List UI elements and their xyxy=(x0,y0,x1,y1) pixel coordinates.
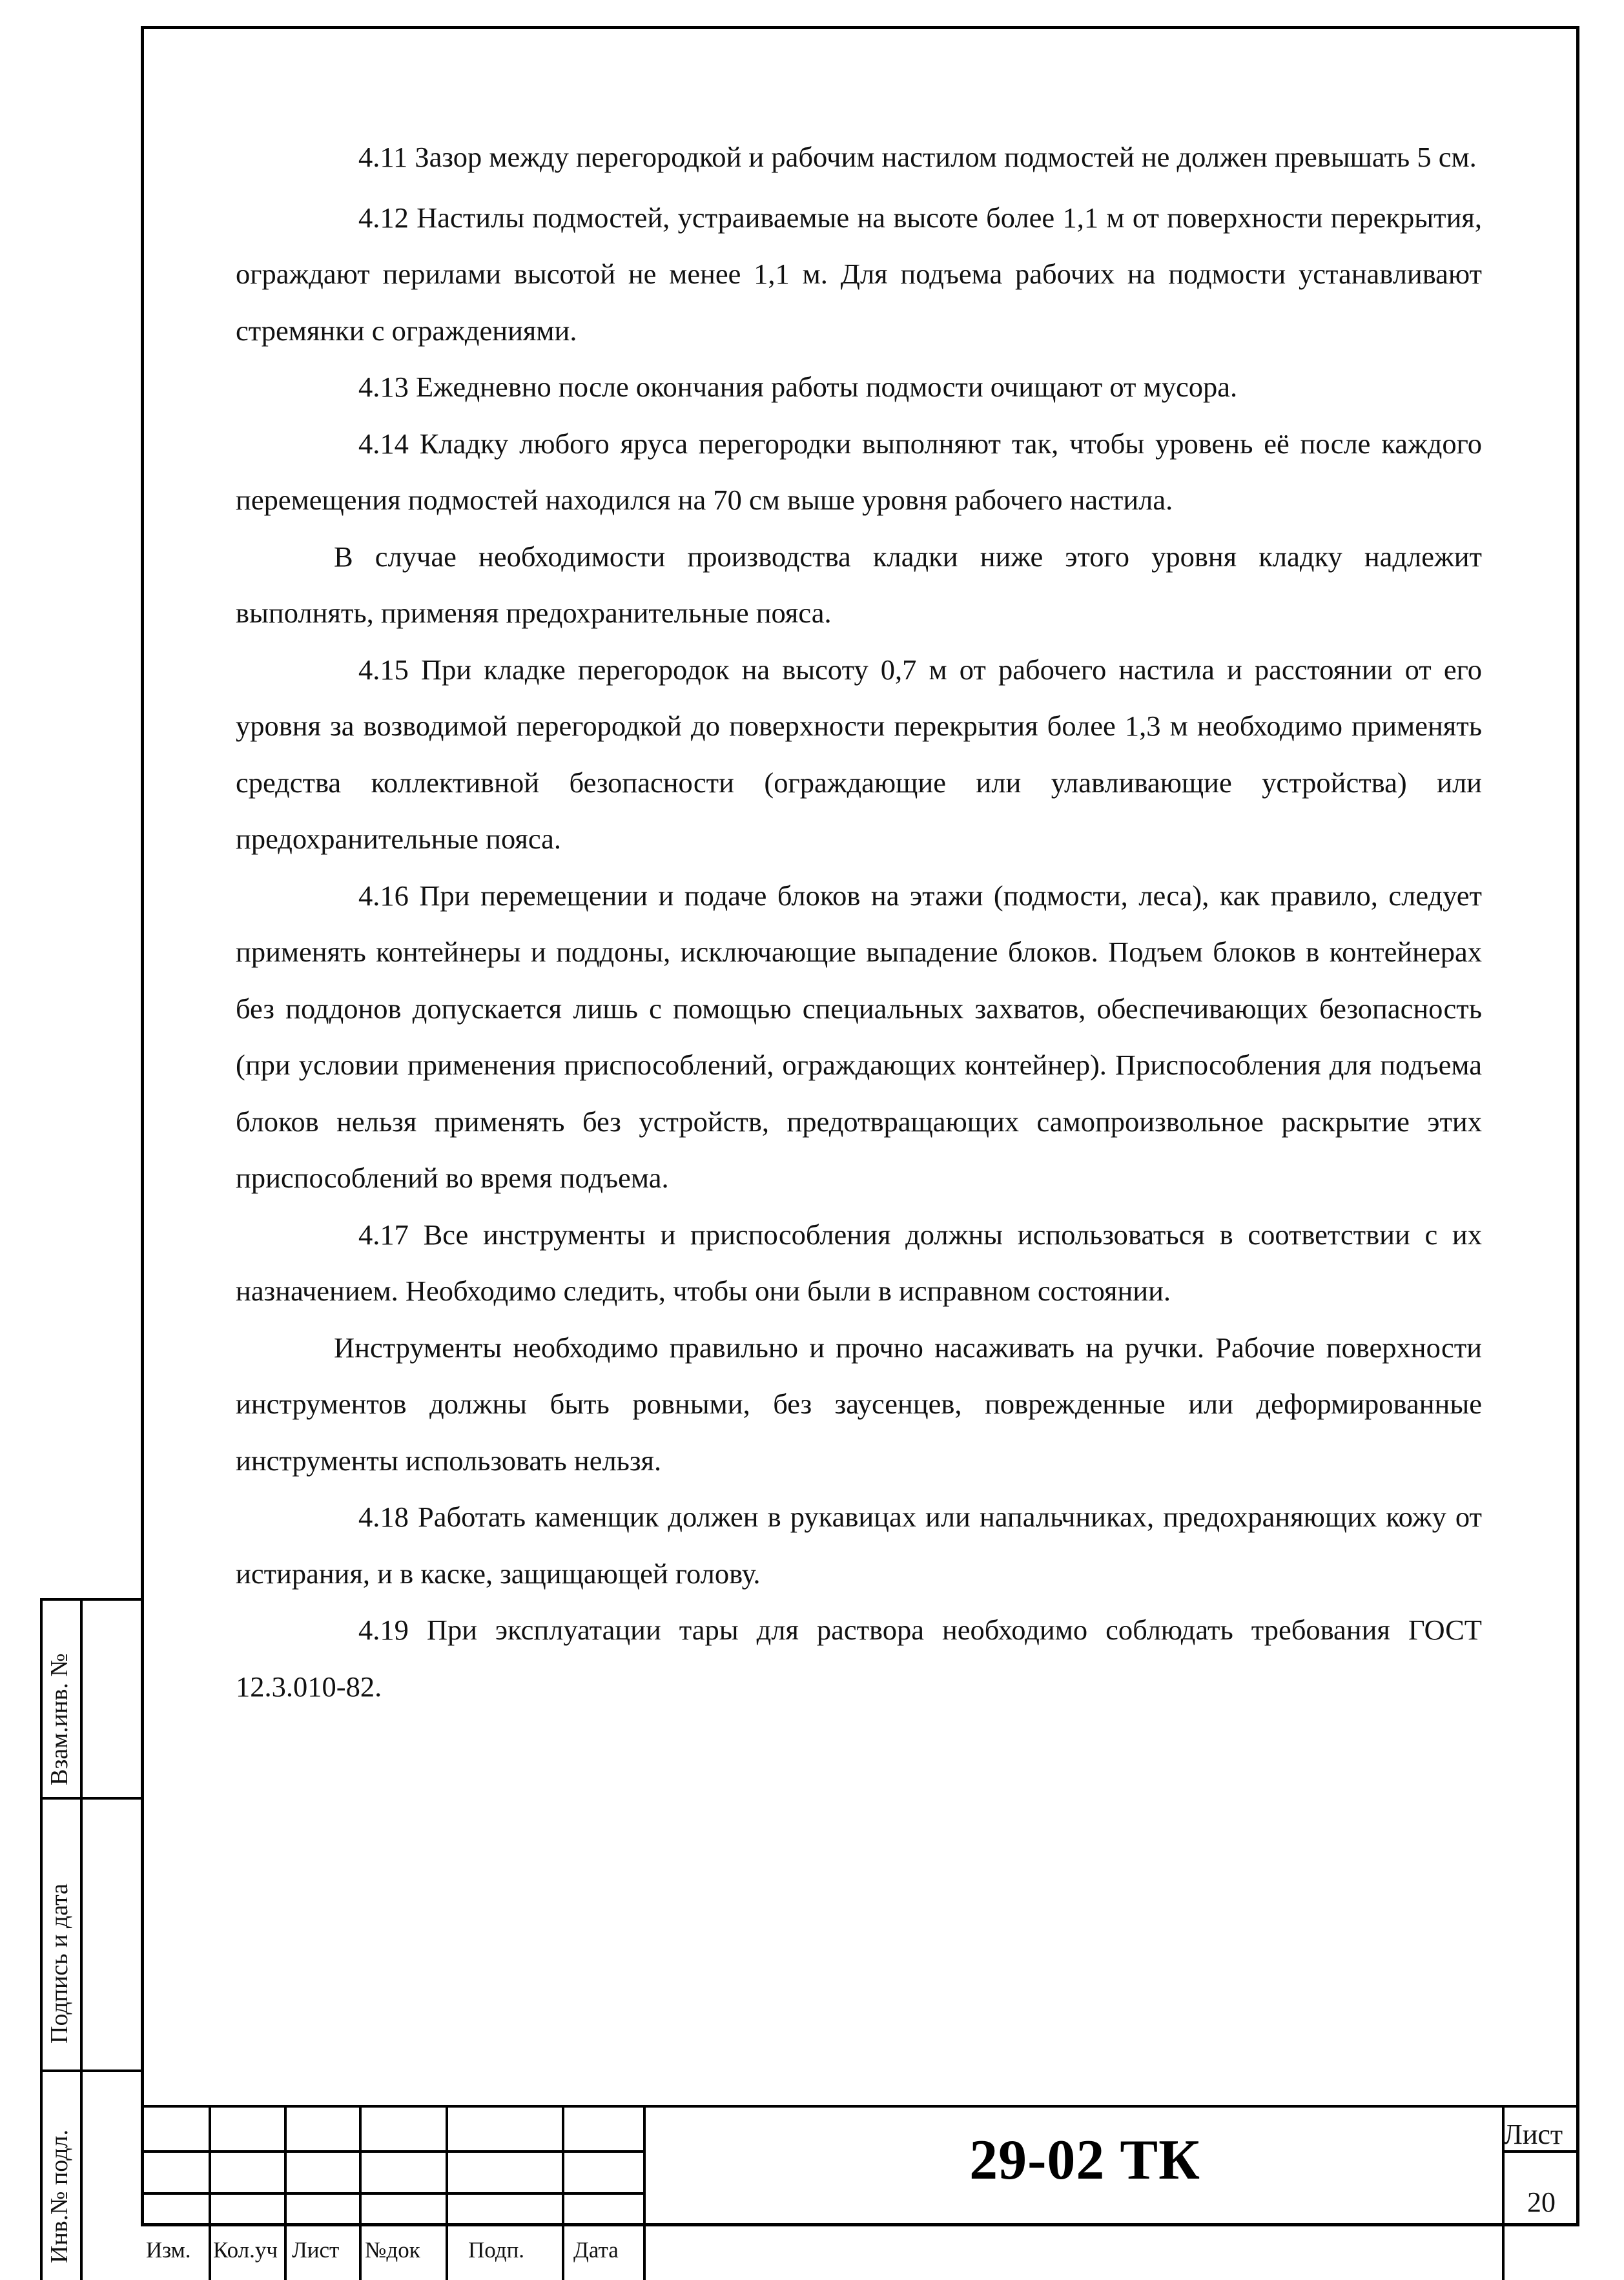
data-label: Дата xyxy=(573,2237,619,2263)
title-block-line xyxy=(141,2105,1579,2108)
paragraph-4-11: 4.11 Зазор между перегородкой и рабочим настилом подмостей не должен превышать 5 см. xyxy=(358,141,1477,173)
title-block-line xyxy=(141,2192,644,2195)
vzam-inv-label: Взам.инв. № xyxy=(46,1653,73,1785)
title-block-line xyxy=(359,2105,362,2280)
n-dok-label: №док xyxy=(365,2237,420,2263)
title-block-line xyxy=(141,2150,644,2153)
paragraph-4-14: 4.14 Кладку любого яруса перегородки выполняют так, чтобы уровень её после каждого перемещения подмостей находился на 70 см выше уровня рабочего настила. xyxy=(236,427,1482,516)
sheet-number: 20 xyxy=(1527,2186,1556,2218)
stamp-line xyxy=(80,1598,83,2280)
stamp-line xyxy=(40,1598,141,1601)
izm-label: Изм. xyxy=(146,2237,191,2263)
margin-stamp xyxy=(40,1598,141,2280)
paragraph-4-17: 4.17 Все инструменты и приспособления должны использоваться в соответствии с их назначением. Необходимо следить, чтобы они были в исправном состоянии. xyxy=(236,1218,1482,1307)
paragraph-4-14-note: В случае необходимости производства кладки ниже этого уровня кладку надлежит выполнять, применяя предохранительные пояса. xyxy=(236,540,1482,629)
inv-podl-label: Инв.№ подл. xyxy=(46,2129,73,2263)
stamp-line xyxy=(40,1797,141,1800)
stamp-line xyxy=(40,1598,43,2280)
title-block-line xyxy=(284,2105,287,2280)
paragraph-4-19: 4.19 При эксплуатации тары для раствора необходимо соблюдать требования ГОСТ 12.3.010-82. xyxy=(236,1614,1482,1703)
paragraph-4-18: 4.18 Работать каменщик должен в рукавицах или напальчниках, предохраняющих кожу от истирания, и в каске, защищающей голову. xyxy=(236,1501,1482,1590)
paragraph-4-13: 4.13 Ежедневно после окончания работы подмости очищают от мусора. xyxy=(358,371,1238,403)
kol-uch-label: Кол.уч xyxy=(213,2237,278,2263)
sheet-label: Лист xyxy=(1503,2119,1563,2150)
paragraph-4-15: 4.15 При кладке перегородок на высоту 0,7 м от рабочего настила и расстоянии от его уровня за возводимой перегородкой до поверхности перекрытия более 1,3 м необходимо применять средства коллективной безопасности (ограждающие или улавливающие устройства) или предохранительные пояса. xyxy=(236,653,1482,855)
stamp-line xyxy=(40,2069,141,2072)
title-block-line xyxy=(643,2105,646,2280)
paragraph-4-16: 4.16 При перемещении и подаче блоков на этажи (подмости, леса), как правило, следует применять контейнеры и поддоны, исключающие выпадение блоков. Подъем блоков в контейнерах без поддонов допускается лишь с помощью специальных захватов, обеспечивающих безопасность (при условии применения приспособлений, ограждающих контейнер). Приспособления для подъема блоков нельзя применять без устройств, предотвращающих самопроизвольное раскрытие этих приспособлений во время подъема. xyxy=(236,879,1482,1194)
body-text xyxy=(236,129,1482,1715)
document-code: 29-02 ТК xyxy=(969,2129,1200,2192)
title-block-line xyxy=(446,2105,448,2280)
paragraph-4-17-note: Инструменты необходимо правильно и прочно насаживать на ручки. Рабочие поверхности инструментов должны быть ровными, без заусенцев, поврежденные или деформированные инструменты использовать нельзя. xyxy=(236,1331,1482,1477)
podpis-data-label: Подпись и дата xyxy=(46,1883,73,2044)
paragraph-4-12: 4.12 Настилы подмостей, устраиваемые на высоте более 1,1 м от поверхности перекрытия, ограждают перилами высотой не менее 1,1 м. Для подъема рабочих на подмости устанавливают стремянки с ограждениями. xyxy=(236,201,1482,347)
podp-label: Подп. xyxy=(468,2237,525,2263)
title-block-line xyxy=(209,2105,211,2280)
title-block-line xyxy=(562,2105,564,2280)
list-label: Лист xyxy=(292,2237,340,2263)
